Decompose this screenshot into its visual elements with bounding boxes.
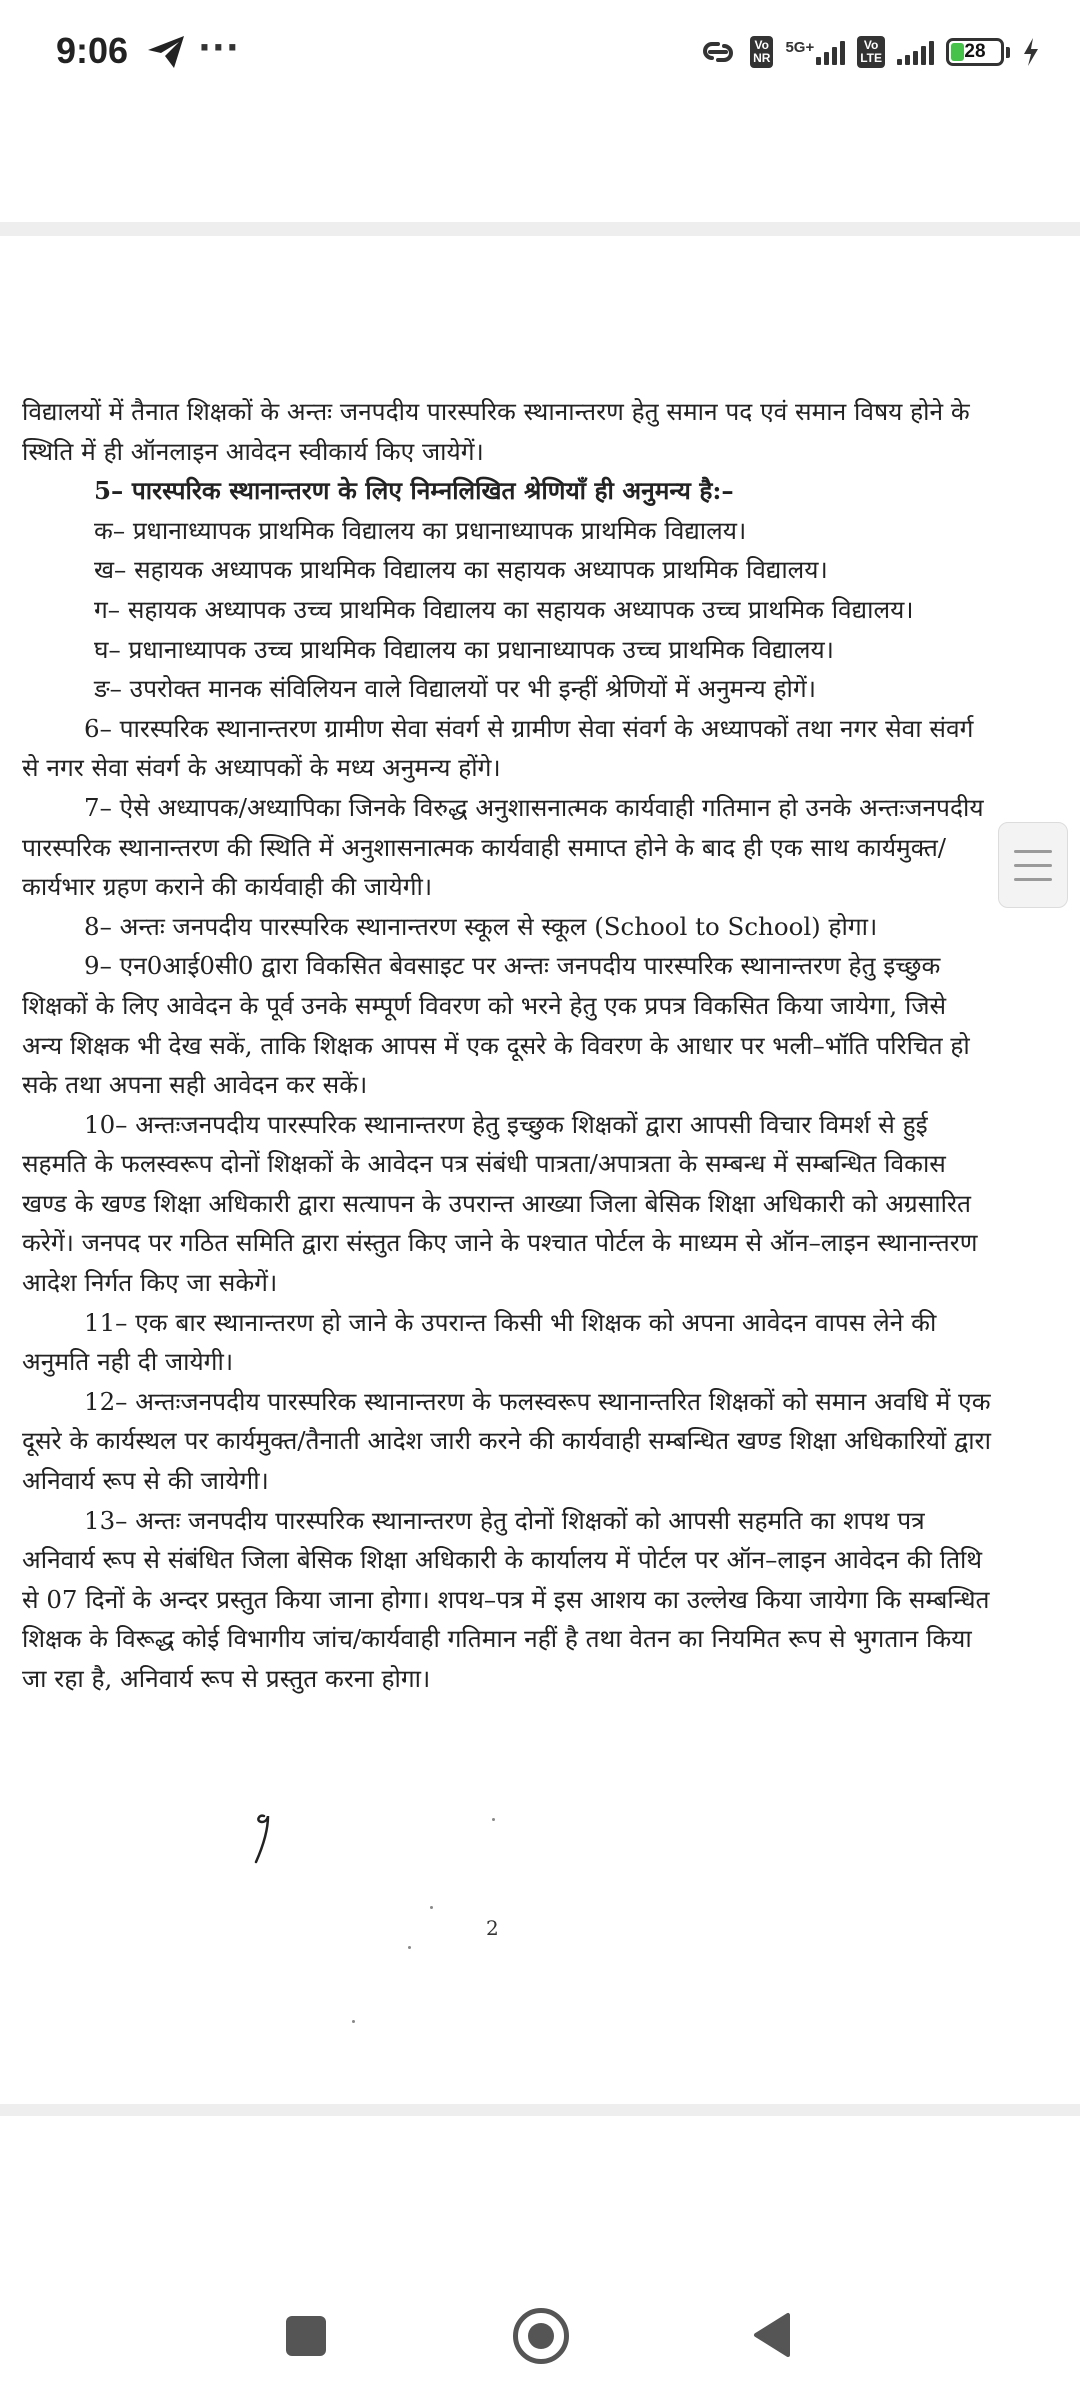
paragraph-13: 13– अन्तः जनपदीय पारस्परिक स्थानान्तरण हेतु दोनों शिक्षकों को आपसी सहमति का शपथ पत्र अनिवार्य रूप से संबंधित जिला बेसिक शिक्षा अधिकारी के कार्यालय में पोर्टल पर ऑन–लाइन आवेदन की तिथि से 07 दिनों के अन्दर प्रस्तुत किया जाना होगा। शपथ–पत्र में इस आशय का उल्लेख किया जायेगा कि सम्बन्धित शिक्षक के विरूद्ध कोई विभागीय जांच/कार्यवाही गतिमान नहीं है तथा वेतन का नियमित रूप से भुगतान किया जा रहा है, अनिवार्य रूप से प्रस्तुत करना होगा। bbox=[22, 1505, 990, 1693]
back-triangle-icon[interactable] bbox=[752, 2312, 792, 2358]
floating-menu-button[interactable] bbox=[998, 822, 1068, 908]
signal-icon bbox=[816, 39, 845, 65]
paragraph-11: 11– एक बार स्थानान्तरण हो जाने के उपरान्त किसी भी शिक्षक को अपना आवेदन वापस लेने की अनुमति नही दी जायेगी। bbox=[22, 1307, 937, 1377]
scan-speck bbox=[430, 1906, 433, 1909]
battery-level: 28 bbox=[964, 41, 986, 62]
network-type-label: 5G+ bbox=[785, 39, 815, 56]
paragraph-intro: विद्यालयों में तैनात शिक्षकों के अन्तः जनपदीय पारस्परिक स्थानान्तरण हेतु समान पद एवं समान विषय होने के स्थिति में ही ऑनलाइन आवेदन स्वीकार्य किए जायेगें। bbox=[22, 397, 970, 466]
status-icons bbox=[698, 28, 1040, 76]
signal-icon bbox=[897, 39, 934, 65]
menu-line-icon bbox=[1014, 864, 1052, 867]
paragraph-6: 6– पारस्परिक स्थानान्तरण ग्रामीण सेवा संवर्ग से ग्रामीण सेवा संवर्ग के अध्यापकों तथा नगर सेवा संवर्ग से नगर सेवा संवर्ग के अध्यापकों के मध्य अनुमन्य होंगे। bbox=[22, 713, 974, 783]
paragraph-5-nga: ङ– उपरोक्त मानक संविलियन वाले विद्यालयों पर भी इन्हीं श्रेणियों में अनुमन्य होगें। bbox=[94, 674, 816, 704]
battery-tip bbox=[1006, 47, 1010, 58]
charging-bolt-icon bbox=[1022, 37, 1040, 67]
status-bar bbox=[0, 0, 1080, 110]
paragraph-7: 7– ऐसे अध्यापक/अध्यापिका जिनके विरुद्ध अनुशासनात्मक कार्यवाही गतिमान हो उनके अन्तःजनपदीय पारस्परिक स्थानान्तरण की स्थिति में अनुशासनात्मक कार्यवाही समाप्त होने के बाद ही एक साथ कार्यमुक्त/कार्यभार ग्रहण कराने की कार्यवाही की जायेगी। bbox=[22, 792, 984, 902]
link-icon bbox=[698, 38, 738, 66]
paragraph-5-kha: ख– सहायक अध्यापक प्राथमिक विद्यालय का सहायक अध्यापक प्राथमिक विद्यालय। bbox=[94, 555, 828, 585]
page-separator-top bbox=[0, 222, 1080, 236]
vonr-badge: Vo NR bbox=[750, 36, 773, 68]
paragraph-5-ga: ग– सहायक अध्यापक उच्च प्राथमिक विद्यालय का सहायक अध्यापक उच्च प्राथमिक विद्यालय। bbox=[94, 594, 914, 624]
more-dots-icon: ··· bbox=[198, 28, 240, 68]
battery-icon bbox=[946, 38, 1004, 66]
paragraph-5-gha: घ– प्रधानाध्यापक उच्च प्राथमिक विद्यालय का प्रधानाध्यापक उच्च प्राथमिक विद्यालय। bbox=[94, 634, 834, 664]
scan-speck bbox=[352, 2020, 355, 2023]
page-number: 2 bbox=[486, 1916, 499, 1940]
paragraph-8: 8– अन्तः जनपदीय पारस्परिक स्थानान्तरण स्कूल से स्कूल (School to School) होगा। bbox=[84, 911, 878, 941]
signature-mark bbox=[250, 1808, 280, 1868]
signal-5g bbox=[785, 39, 845, 65]
home-dot bbox=[528, 2323, 554, 2349]
paragraph-5: 5– पारस्परिक स्थानान्तरण के लिए निम्नलिखित श्रेणियाँ ही अनुमन्य है:– bbox=[94, 476, 734, 506]
volte-badge: Vo LTE bbox=[857, 36, 885, 68]
home-circle-icon[interactable] bbox=[513, 2308, 569, 2364]
scan-speck bbox=[408, 1946, 411, 1949]
telegram-send-icon bbox=[146, 34, 186, 70]
paragraph-9: 9– एन0आई0सी0 द्वारा विकसित बेवसाइट पर अन्तः जनपदीय पारस्परिक स्थानान्तरण हेतु इच्छुक शिक्षकों के लिए आवेदन के पूर्व उनके सम्पूर्ण विवरण को भरने हेतु एक प्रपत्र विकसित किया जायेगा, जिसे अन्य शिक्षक भी देख सकें, ताकि शिक्षक आपस में एक दूसरे के विवरण के आधार पर भली–भॉति परिचित हो सके तथा अपना सही आवेदन कर सकें। bbox=[22, 951, 970, 1100]
paragraph-10: 10– अन्तःजनपदीय पारस्परिक स्थानान्तरण हेतु इच्छुक शिक्षकों द्वारा आपसी विचार विमर्श से हुई सहमति के फलस्वरूप दोनों शिक्षकों के आवेदन पत्र संबंधी पात्रता/अपात्रता के सम्बन्ध में सम्बन्धित विकास खण्ड के खण्ड शिक्षा अधिकारी द्वारा सत्यापन के उपरान्त आख्या जिला बेसिक शिक्षा अधिकारी को अग्रसारित करेगें। जनपद पर गठित समिति द्वारा संस्तुत किए जाने के पश्चात पोर्टल के माध्यम से ऑन–लाइन स्थानान्तरण आदेश निर्गत किए जा सकेगें। bbox=[22, 1109, 978, 1298]
scan-speck bbox=[492, 1818, 495, 1821]
page-separator-bottom bbox=[0, 2104, 1080, 2116]
menu-line-icon bbox=[1014, 878, 1052, 881]
document-text bbox=[22, 392, 992, 1699]
paragraph-12: 12– अन्तःजनपदीय पारस्परिक स्थानान्तरण के फलस्वरूप स्थानान्तरित शिक्षकों को समान अवधि में एक दूसरे के कार्यस्थल पर कार्यमुक्त/तैनाती आदेश जारी करने की कार्यवाही सम्बन्धित खण्ड शिक्षा अधिकारियों द्वारा अनिवार्य रूप से की जायेगी। bbox=[22, 1386, 991, 1496]
paragraph-5-ka: क– प्रधानाध्यापक प्राथमिक विद्यालय का प्रधानाध्यापक प्राथमिक विद्यालय। bbox=[94, 515, 747, 545]
menu-line-icon bbox=[1014, 850, 1052, 853]
navigation-bar bbox=[0, 2270, 1080, 2400]
status-time: 9:06 bbox=[56, 30, 129, 71]
recents-square-icon[interactable] bbox=[286, 2316, 326, 2356]
